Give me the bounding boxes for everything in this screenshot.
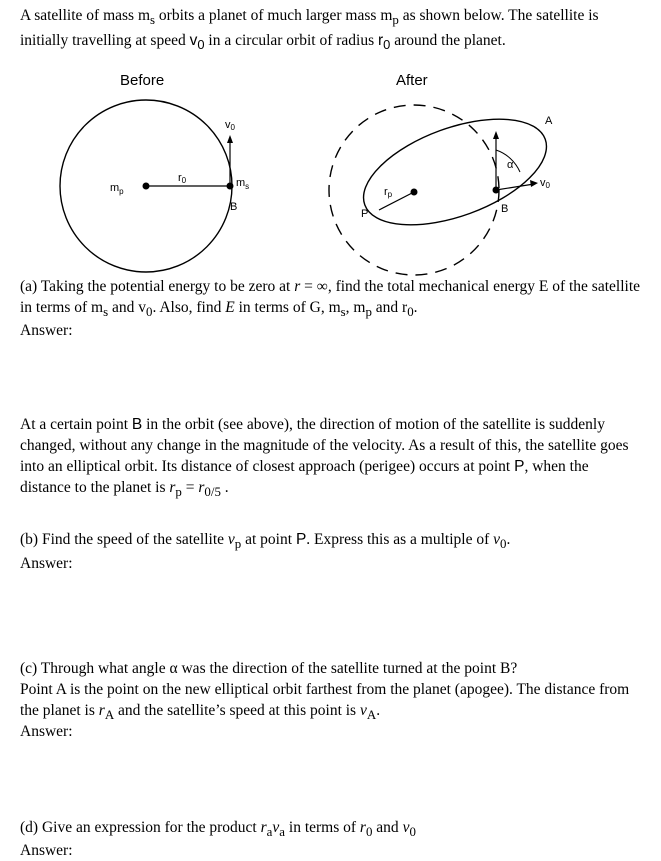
v0-subscript: 0 — [197, 37, 205, 53]
intro-text: around the planet. — [390, 32, 506, 50]
mp-label: $m_p$ — [110, 182, 124, 196]
ms-label: $m_s$ — [236, 177, 250, 191]
answer-label-d: Answer: — [20, 842, 73, 859]
new-velocity-arrowhead — [530, 180, 538, 187]
point-b-label-after: B — [501, 203, 509, 215]
part-a-question: (a) Taking the potential energy to be zero at r = ∞, find the total mechanical energy E of the satellite in terms of $m_s$ and $v_0$. Also, find E in terms of G, $m_s$, $m_p$ and $r_0$. — [20, 278, 641, 320]
intro-text: in a circular orbit of radius — [204, 32, 378, 50]
new-velocity-arrow — [496, 184, 534, 190]
r0-subscript: 0 — [383, 37, 391, 53]
answer-label-c: Answer: — [20, 723, 73, 740]
before-label: Before — [120, 72, 165, 89]
point-p-label: P — [361, 208, 369, 220]
v0-label-after: v0 — [540, 177, 550, 190]
r0-label: r0 — [178, 172, 187, 185]
v0-label-before: v0 — [225, 119, 235, 132]
point-b-paragraph: At a certain point B in the orbit (see above), the direction of motion of the satellite is suddenly changed, without any change in the magnitude of the velocity. As a result of this, the satellite goes into an elliptical orbit. Its distance of closest approach (perigee) occurs at point P, when the distance to the planet is $r_p = r_{0/5}$ . — [20, 416, 629, 500]
intro-text: orbits a planet of much larger mass — [155, 7, 381, 24]
part-d-question: (d) Give an expression for the product $r_av_a$ in terms of $r_0$ and $v_0$ — [20, 819, 416, 840]
ms-symbol: m — [137, 7, 151, 24]
answer-label-b: Answer: — [20, 555, 73, 572]
elliptical-orbit — [350, 98, 561, 246]
point-a-label: A — [545, 115, 553, 127]
original-velocity-arrowhead — [493, 131, 499, 139]
ms-subscript: s — [150, 12, 156, 28]
rp-label: rp — [384, 186, 393, 199]
velocity-arrowhead-before — [227, 135, 233, 143]
mp-subscript: p — [392, 12, 399, 28]
orbit-diagram — [0, 60, 661, 280]
part-b-question: (b) Find the speed of the satellite $v_p$ at point P. Express this as a multiple of $v_0$. — [20, 531, 511, 552]
after-label: After — [396, 72, 428, 89]
mp-symbol: m — [380, 7, 393, 24]
v0-symbol: v — [189, 32, 198, 50]
intro-text: as shown below. The satellite is initially travelling at speed — [20, 7, 599, 50]
answer-label-a: Answer: — [20, 322, 73, 339]
alpha-label: α — [507, 159, 514, 171]
point-b-label-before: B — [230, 201, 238, 213]
intro-text: A satellite of mass — [20, 7, 138, 24]
part-c-question: (c) Through what angle α was the direction of the satellite turned at the point B? Point A is the point on the new elliptical orbit farthest from the planet (apogee). The distance from the planet is $r_A$ and the satellite’s speed at this point is $v_A$. — [20, 660, 630, 723]
r0-symbol: r — [377, 32, 384, 50]
intro-paragraph — [20, 5, 640, 55]
